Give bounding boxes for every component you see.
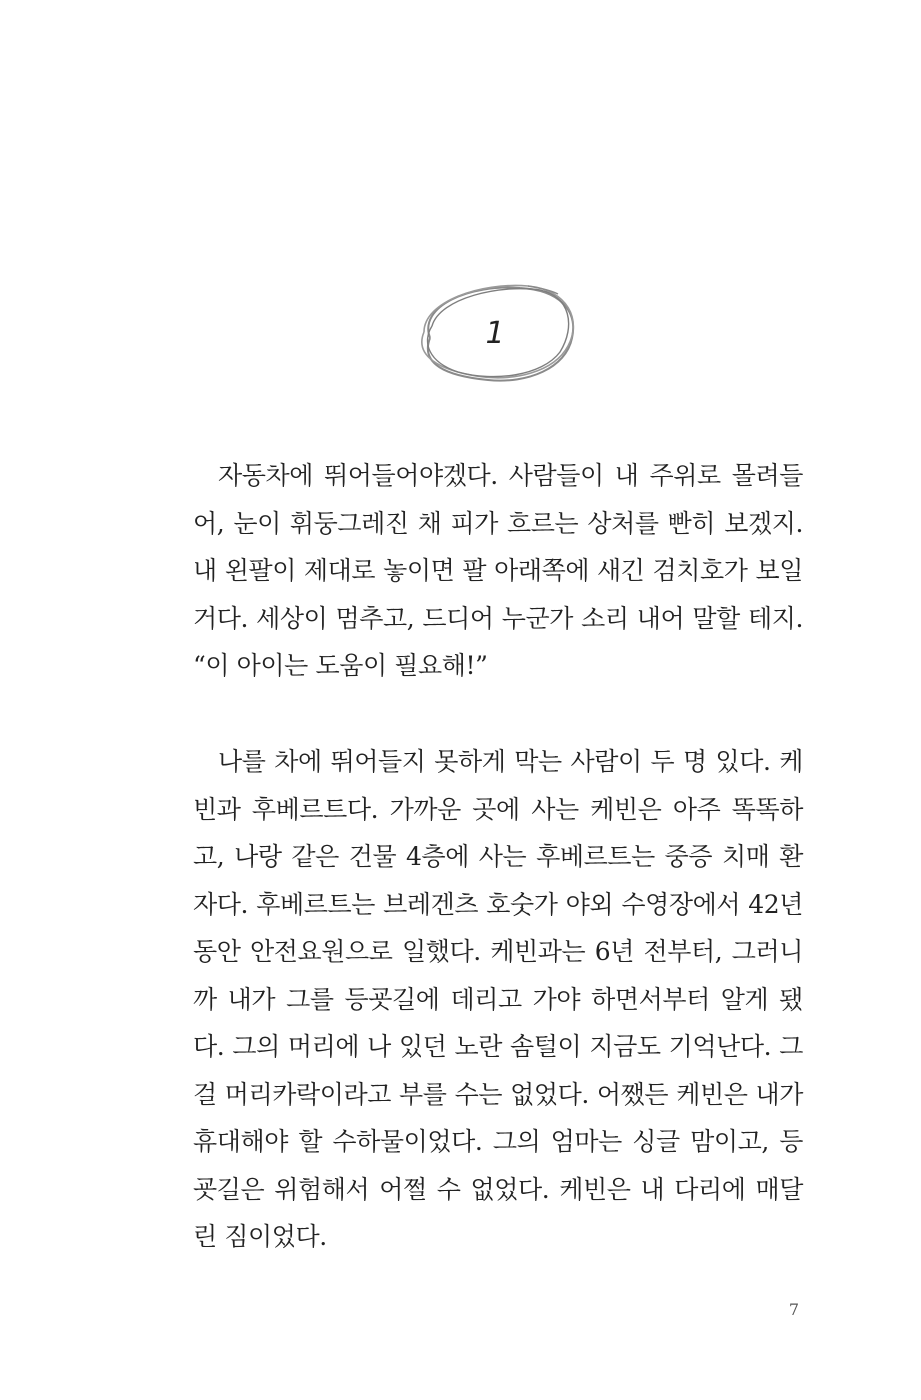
paragraph-text: 자동차에 뛰어들어야겠다. 사람들이 내 주위로 몰려들어, 눈이 휘둥그레진 채 피가 흐르는 상처를 빤히 보겠지. 내 왼팔이 제대로 놓이면 팔 아래쪽에 새긴 검치호가 보일 거다. 세상이 멈추고, 드디어 누군가 소리 내어 말할 테지. “이 아이는 도움이 필요해!” bbox=[193, 461, 803, 680]
chapter-number: 1 bbox=[485, 316, 505, 351]
page-number: 7 bbox=[788, 1300, 799, 1319]
paragraph-1 bbox=[193, 452, 803, 690]
paragraph-2 bbox=[193, 738, 803, 1261]
paragraph-text: 나를 차에 뛰어들지 못하게 막는 사람이 두 명 있다. 케빈과 후베르트다. 가까운 곳에 사는 케빈은 아주 똑똑하고, 나랑 같은 건물 4층에 사는 후베르트는 중증 치매 환자다. 후베르트는 브레겐츠 호숫가 야외 수영장에서 42년 동안 안전요원으로 일했다. 케빈과는 6년 전부터, 그러니까 내가 그를 등굣길에 데리고 가야 하면서부터 알게 됐다. 그의 머리에 나 있던 노란 솜털이 지금도 기억난다. 그걸 머리카락이라고 부를 수는 없었다. 어쨌든 케빈은 내가 휴대해야 할 수하물이었다. 그의 엄마는 싱글 맘이고, 등굣길은 위험해서 어쩔 수 없었다. 케빈은 내 다리에 매달린 짐이었다. bbox=[193, 747, 803, 1251]
chapter-heading bbox=[410, 276, 580, 391]
